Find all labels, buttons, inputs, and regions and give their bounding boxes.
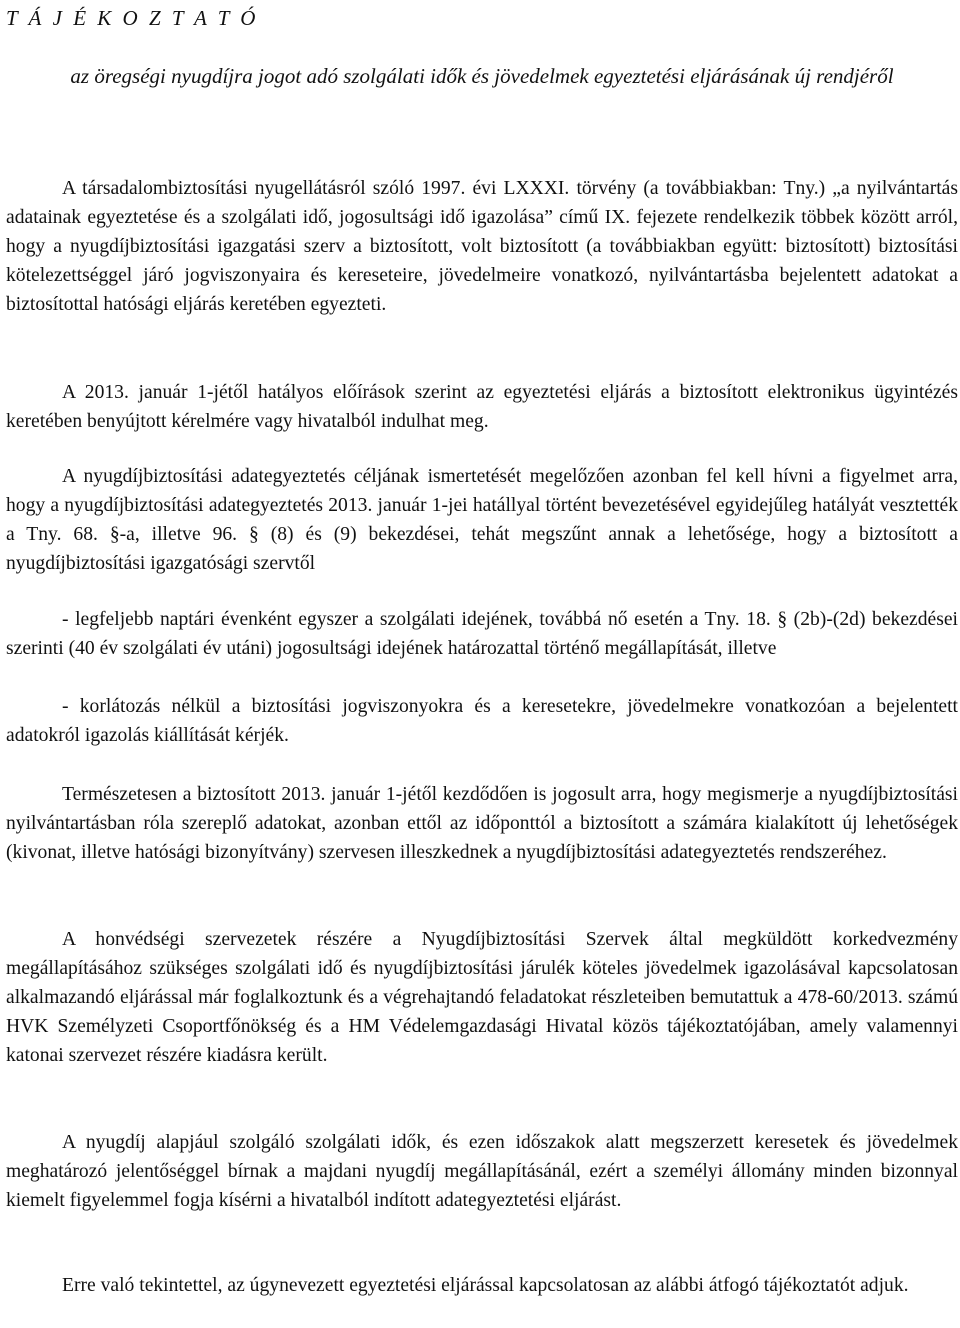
paragraph-repealed-provisions: A nyugdíjbiztosítási adategyeztetés céljának ismertetését megelőzően azonban fel kell hívni a figyelmet arra, hogy a nyugdíjbiztosítási adategyeztetés 2013. január 1-jei hatállyal történt bevezetésével egyidejűleg hatályát vesztették a Tny. 68. §-a, illetve 96. § (8) és (9) bekezdései, tehát megszűnt annak a lehetősége, hogy a biztosított a nyugdíjbiztosítási igazgatósági szervtől xyxy=(6,466,958,574)
paragraph-2013-rules: A 2013. január 1-jétől hatályos előírások szerint az egyeztetési eljárás a biztosított elektronikus ügyintézés keretében benyújtott kérelmére vagy hivatalból indulhat meg. xyxy=(6,382,958,432)
paragraph-military-organizations: A honvédségi szervezetek részére a Nyugdíjbiztosítási Szervek által megküldött korkedvezmény megállapításához szükséges szolgálati idő és nyugdíjbiztosítási járulék köteles jövedelmek igazolásával kapcsolatosan alkalmazandó eljárással már foglalkoztunk és a végrehajtandó feladatokat részleteiben bemutattuk a 478-60/2013. számú HVK Személyzeti Csoportfőnökség és a HM Védelemgazdasági Hivatal közös tájékoztatójában, amely valamennyi katonai szervezet részére kiadásra került. xyxy=(6,929,958,1066)
list-item-certificate: - korlátozás nélkül a biztosítási jogviszonyokra és a keresetekre, jövedelmekre vonatkozóan a bejelentett adatokról igazolás kiállítását kérjék. xyxy=(6,696,958,746)
paragraph-pension-basis: A nyugdíj alapjául szolgáló szolgálati idők, és ezen időszakok alatt megszerzett keresetek és jövedelmek meghatározó jelentőséggel bírnak a majdani nyugdíj megállapításánál, ezért a személyi állomány minden bizonnyal kiemelt figyelemmel fogja kísérni a hivatalból indított adategyeztetési eljárást. xyxy=(6,1132,958,1211)
paragraph-intro: A társadalombiztosítási nyugellátásról szóló 1997. évi LXXXI. törvény (a továbbiakban: Tny.) „a nyilvántartás adatainak egyeztetése és a szolgálati idő, jogosultsági idő igazolása” című IX. fejezete rendelkezik többek között arról, hogy a nyugdíjbiztosítási igazgatási szerv a biztosított, volt biztosított (a továbbiakban együtt: biztosított) biztosítási kötelezettséggel járó jogviszonyaira és kereseteire, jövedelmeire vonatkozó, nyilvántartásba bejelentett adatokat a biztosítottal hatósági eljárás keretében egyezteti. xyxy=(6,178,958,315)
list-item-service-time: - legfeljebb naptári évenként egyszer a szolgálati idejének, továbbá nő esetén a Tny. 18. § (2b)-(2d) bekezdései szerinti (40 év szolgálati év utáni) jogosultsági idejének határozattal történő megállapítását, illetve xyxy=(6,609,958,659)
document-title: T Á J É K O Z T A T Ó xyxy=(6,6,259,30)
paragraph-closing: Erre való tekintettel, az úgynevezett egyeztetési eljárással kapcsolatosan az alábbi átfogó tájékoztatót adjuk. xyxy=(62,1275,909,1296)
paragraph-access-rights: Természetesen a biztosított 2013. január 1-jétől kezdődően is jogosult arra, hogy megismerje a nyugdíjbiztosítási nyilvántartásban róla szereplő adatokat, azonban ettől az időponttól a biztosított a számára kialakított új lehetőségek (kivonat, illetve hatósági bizonyítvány) szervesen illeszkednek a nyugdíjbiztosítási adategyeztetés rendszeréhez. xyxy=(6,784,958,863)
document-subtitle: az öregségi nyugdíjra jogot adó szolgálati idők és jövedelmek egyeztetési eljárásának új rendjéről xyxy=(70,64,894,88)
